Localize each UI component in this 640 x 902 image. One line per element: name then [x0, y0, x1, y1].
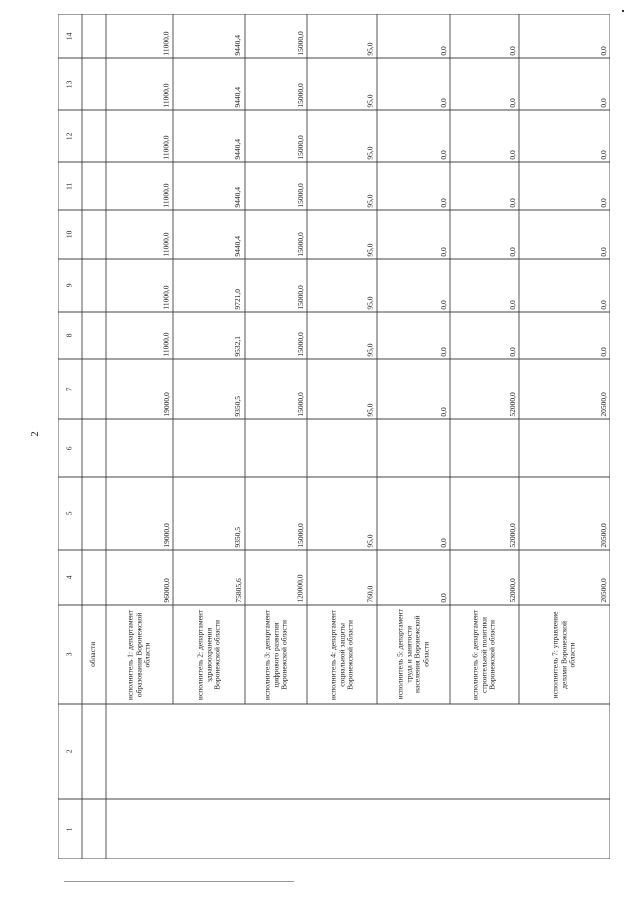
column-number: 3	[64, 652, 74, 657]
column-number: 2	[64, 749, 74, 754]
header-continuation: области	[88, 641, 98, 668]
value-cell: 9440,4	[233, 236, 243, 257]
value-cell: 0,0	[507, 198, 517, 208]
value-cell: 9440,4	[233, 187, 243, 208]
value-cell: 15000,0	[295, 83, 305, 108]
value-cell: 0,0	[598, 98, 608, 108]
value-cell: 0,0	[598, 247, 608, 257]
value-cell: 9350,5	[233, 396, 243, 417]
value-cell: 15000,0	[295, 183, 305, 208]
column-number: 1	[64, 827, 74, 831]
value-cell: 95,0	[365, 296, 375, 310]
value-cell: 11000,0	[161, 183, 171, 208]
value-cell: 0,0	[598, 46, 608, 56]
value-cell: 75805,6	[233, 578, 243, 603]
value-cell: 0,0	[438, 150, 448, 160]
value-cell: 9440,4	[233, 87, 243, 108]
value-cell: 0,0	[438, 538, 448, 548]
column-number: 7	[64, 387, 74, 391]
executor-name: исполнитель 2: департамент здравоохранения Воронежской области	[195, 609, 222, 700]
value-cell: 15000,0	[295, 523, 305, 548]
value-cell: 20500,0	[598, 523, 608, 548]
value-cell: 0,0	[507, 46, 517, 56]
value-cell: 760,0	[365, 586, 375, 603]
value-cell: 0,0	[598, 347, 608, 357]
column-number: 6	[64, 446, 74, 450]
executor-name: исполнитель 1: департамент образования Воронежской области	[125, 609, 152, 700]
value-cell: 95,0	[365, 403, 375, 417]
value-cell	[173, 419, 245, 477]
value-cell: 15000,0	[295, 135, 305, 160]
column-number: 4	[64, 575, 74, 580]
value-cell: 0,0	[438, 247, 448, 257]
value-cell: 0,0	[438, 46, 448, 56]
budget-table	[58, 14, 610, 859]
column-number: 11	[64, 182, 74, 190]
executor-name: исполнитель 5: департамент труда и занятости населения Воронежской области	[395, 609, 431, 700]
column-number: 8	[64, 333, 74, 338]
value-cell	[106, 419, 173, 477]
column-number: 13	[64, 80, 74, 88]
page-number: 2	[28, 431, 41, 437]
footnote-rule	[64, 881, 294, 882]
column-number: 12	[64, 132, 74, 140]
value-cell: 19000,0	[161, 392, 171, 417]
value-cell: 95,0	[365, 534, 375, 548]
value-cell: 9440,4	[233, 139, 243, 160]
value-cell: 11000,0	[161, 31, 171, 56]
value-cell: 9721,0	[233, 289, 243, 310]
value-cell: 15000,0	[295, 232, 305, 257]
value-cell: 15000,0	[295, 285, 305, 310]
value-cell: 15000,0	[295, 31, 305, 56]
value-cell: 95,0	[365, 42, 375, 56]
value-cell: 9440,4	[233, 35, 243, 56]
value-cell: 95,0	[365, 343, 375, 357]
value-cell: 0,0	[438, 198, 448, 208]
value-cell: 0,0	[598, 300, 608, 310]
value-cell: 19000,0	[161, 523, 171, 548]
scan-speck	[622, 10, 624, 12]
value-cell: 0,0	[507, 98, 517, 108]
value-cell	[307, 419, 377, 477]
executor-name: исполнитель 3: департамент цифрового развития Воронежской области	[262, 609, 289, 700]
value-cell: 0,0	[507, 150, 517, 160]
value-cell: 96000,0	[161, 578, 171, 603]
value-cell: 95,0	[365, 94, 375, 108]
value-cell: 95,0	[365, 194, 375, 208]
value-cell: 0,0	[438, 407, 448, 417]
column-number: 9	[64, 283, 74, 288]
value-cell: 0,0	[438, 347, 448, 357]
value-cell: 0,0	[507, 300, 517, 310]
value-cell: 95,0	[365, 146, 375, 160]
value-cell	[377, 419, 450, 477]
value-cell: 52000,0	[507, 578, 517, 603]
value-cell	[519, 419, 610, 477]
executor-name: исполнитель 7: управление делами Воронежской области	[550, 611, 577, 698]
value-cell: 0,0	[598, 150, 608, 160]
value-cell: 0,0	[438, 98, 448, 108]
value-cell: 11000,0	[161, 285, 171, 310]
value-cell: 120000,0	[295, 574, 305, 603]
value-cell: 15000,0	[295, 392, 305, 417]
value-cell: 20500,0	[598, 578, 608, 603]
value-cell: 52000,0	[507, 523, 517, 548]
column-number: 14	[64, 32, 74, 40]
value-cell: 11000,0	[161, 135, 171, 160]
value-cell: 52000,0	[507, 392, 517, 417]
column-number: 5	[64, 511, 74, 516]
value-cell: 0,0	[438, 593, 448, 603]
value-cell: 0,0	[438, 300, 448, 310]
value-cell: 11000,0	[161, 332, 171, 357]
value-cell: 0,0	[507, 247, 517, 257]
value-cell: 20500,0	[598, 392, 608, 417]
executor-name: исполнитель 6: департамент строительной политики Воронежской области	[470, 609, 497, 700]
value-cell: 95,0	[365, 243, 375, 257]
value-cell	[245, 419, 307, 477]
value-cell: 0,0	[598, 198, 608, 208]
value-cell: 9350,5	[233, 527, 243, 548]
column-number: 10	[64, 230, 74, 239]
value-cell: 0,0	[507, 347, 517, 357]
value-cell: 11000,0	[161, 232, 171, 257]
value-cell	[450, 419, 519, 477]
value-cell: 11000,0	[161, 83, 171, 108]
executor-name: исполнитель 4: департамент социальной защиты Воронежской области	[328, 609, 355, 700]
value-cell: 15000,0	[295, 332, 305, 357]
value-cell: 9532,1	[233, 336, 243, 357]
